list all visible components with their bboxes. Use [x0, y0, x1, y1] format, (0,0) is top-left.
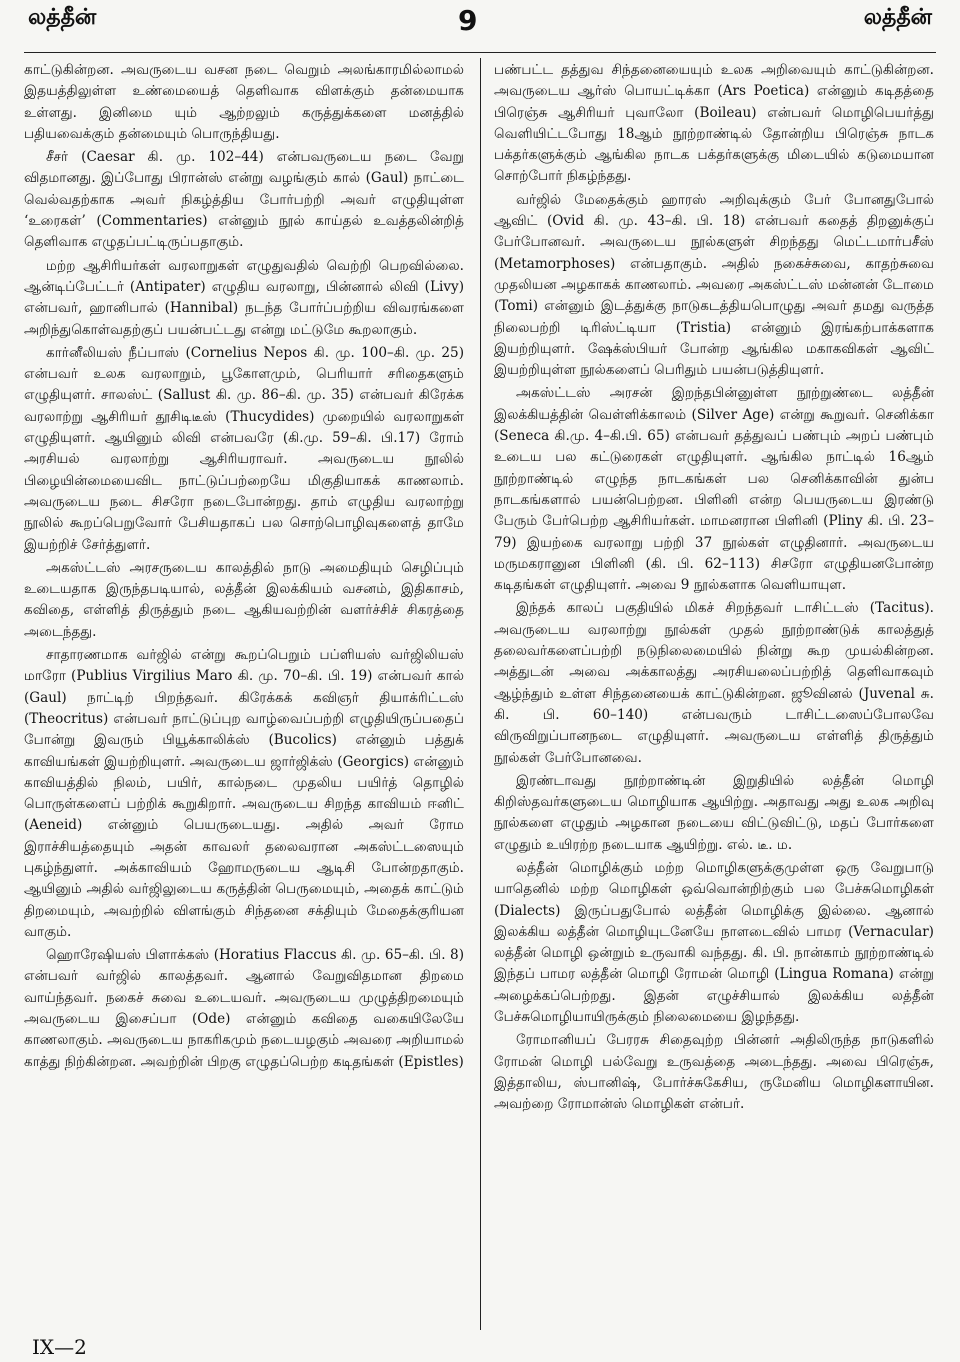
- page-number: 9: [458, 4, 478, 37]
- signature-mark: IX—2: [32, 1335, 87, 1359]
- paragraph: மற்ற ஆசிரியர்கள் வரலாறுகள் எழுதுவதில் வெற்றி பெறவில்லை. ஆன்டிப்பேட்டர் (Antipater) எழுதிய வரலாறு, பின்னால் லிவி (Livy) என்பவர், ஹானிபால் (Hannibal) நடந்த போர்ப்பற்றிய விவரங்களை அறிந்துகொள்வதற்குப் பயன்பட்டது என்று மட்டுமே கூறலாகும்.: [24, 257, 464, 338]
- paragraph: வர்ஜில் மேதைக்கும் ஹாரஸ் அறிவுக்கும் பேர் போனதுபோல் ஆவிட் (Ovid கி. மு. 43–கி. பி. 18) என்பவர் கதைத் திறனுக்குப் பேர்போனவர். அவருடைய நூல்களுள் சிறந்தது மெட்டமார்பசீஸ் (Metamorphoses) என்பதாகும். அதில் நகைச்சுவை, காதற்சுவை முதலியன அழகாகக் காணலாம். அவரை அகஸ்ட்டஸ் மன்னன் டோமை (Tomi) என்னும் இடத்துக்கு நாடுகடத்தியபொழுது அவர் தமது வருத்த நிலைபற்றி டிரிஸ்ட்டியா (Tristia) என்னும் இரங்கற்பாக்களாக இயற்றியுளர். ஷேக்ஸ்பியர் போன்ற ஆங்கில மகாகவிகள் ஆவிட் இயற்றியுள்ள நூல்களைப் பெரிதும் பயன்படுத்தியுளர்.: [494, 191, 934, 379]
- paragraph: அகஸ்ட்டஸ் அரசருடைய காலத்தில் நாடு அமைதியும் செழிப்பும் உடையதாக இருந்தபடியால், லத்தீன் இலக்கியம் வசனம், இதிகாசம், கவிதை, எள்ளித் திருத்தும் நடை ஆகியவற்றின் வளர்ச்சிச் சிகரத்தை அடைந்தது.: [24, 559, 464, 640]
- paragraph: காட்டுகின்றன. அவருடைய வசன நடை வெறும் அலங்காரமில்லாமல் இதயத்திலுள்ள உண்மையைத் தெளிவாக விளக்கும் தன்மையாக உள்ளது. இனிமை யும் ஆற்றலும் கருத்துக்களை மனத்தில் பதியவைக்கும் தன்மையும் பொருந்தியது.: [24, 62, 464, 142]
- page-header: [0, 4, 960, 48]
- header-rule: [24, 52, 936, 53]
- paragraph: சாதாரணமாக வர்ஜில் என்று கூறப்பெறும் பப்ளியஸ் வர்ஜிலியஸ் மாரோ (Publius Virgilius Maro கி. மு. 70–கி. பி. 19) என்பவர் கால் (Gaul) நாட்டிற் பிறந்தவர். கிரேக்கக் கவிஞர் தியாக்ரிட்டஸ் (Theocritus) என்பவர் நாட்டுப்புற வாழ்வைப்பற்றி எழுதியிருப்பதைப் போன்று இவரும் பியூக்காலிக்ஸ் (Bucolics) என்னும் பத்துக் காவியங்கள் இயற்றியுளர். அவருடைய ஜார்ஜிக்ஸ் (Georgics) என்னும் காவியத்தில் நிலம், பயிர், கால்நடை முதலிய பயிர்த் தொழில் பொருள்களைப் பற்றிக் கூறுகிறார். அவருடைய சிறந்த காவியம் ஈனிட் (Aeneid) என்னும் பெயருடையது. அதில் அவர் ரோம இராச்சியத்தையும் அதன் காவலர் தலைவரான அகஸ்ட்டஸையும் புகழ்ந்துளர். அக்காவியம் ஹோமருடைய ஆடிசி போன்றதாகும். ஆயினும் அதில் வர்ஜிலுடைய கருத்தின் பெருமையும், அதைக் காட்டும் திறமையும், அவற்றில் விளங்கும் சிந்தனை சக்தியும் மேதைக்குரியன வாகும்.: [24, 647, 464, 940]
- paragraph: ஹொரேஷியஸ் பிளாக்கஸ் (Horatius Flaccus கி. மு. 65–கி. பி. 8) என்பவர் வர்ஜில் காலத்தவர். ஆனால் வேறுவிதமான திறமை வாய்ந்தவர். நகைச் சுவை உடையவர். அவருடைய முழுத்திறமையும் அவருடைய இசைப்பா (Ode) என்னும் கவிதை வகையிலேயே காணலாகும். அவருடைய நாகரிகமும் நடையழகும் அவரை அறியாமல் காத்து நிற்கின்றன. அவற்றின் பிறகு எழுதப்பெற்ற கடிதங்கள் (Epistles): [24, 947, 464, 1070]
- right-column: [494, 60, 934, 1118]
- running-title-left: லத்தீன்: [28, 4, 97, 30]
- column-divider: [480, 58, 481, 1330]
- paragraph: ரோமானியப் பேரரசு சிதைவுற்ற பின்னர் அதிலிருந்த நாடுகளில் ரோமன் மொழி பல்வேறு உருவத்தை அடைந்தது. அவை பிரெஞ்சு, இத்தாலிய, ஸ்பானிஷ், போர்ச்சுகேசிய, ருமேனிய மொழிகளாயின. அவற்றை ரோமான்ஸ் மொழிகள் என்பர்.: [494, 1032, 934, 1113]
- paragraph: அகஸ்ட்டஸ் அரசன் இறந்தபின்னுள்ள நூற்றுண்டை லத்தீன் இலக்கியத்தின் வெள்ளிக்காலம் (Silver Age) என்று கூறுவர். செனிக்கா (Seneca கி.மு. 4–கி.பி. 65) என்பவர் தத்துவப் பண்பும் அறப் பண்பும் உடைய பல கட்டுரைகள் எழுதியுளர். ஆங்கில நாட்டில் 16ஆம் நூற்றாண்டில் எழுந்த நாடகங்கள் பல செனிக்காவின் துன்ப நாடகங்களால் பயன்பெற்றன. பிளினி என்ற பெயருடைய இரண்டு பேரும் பேர்பெற்ற ஆசிரியர்கள். மாமனரான பிளினி (Pliny கி. பி. 23–79) இயற்கை வரலாறு பற்றி 37 நூல்கள் எழுதினார். அவருடைய மருமகரானுன பிளினி (கி. பி. 62–113) சிசரோ எழுதியனபோன்ற கடிதங்கள் எழுதியுளர். அவை 9 நூல்களாக வெளியாயுள.: [494, 385, 934, 594]
- paragraph: இந்தக் காலப் பகுதியில் மிகச் சிறந்தவர் டாசிட்டஸ் (Tacitus). அவருடைய வரலாற்று நூல்கள் முதல் நூற்றாண்டுக் காலத்துத் தலைவர்களைப்பற்றி நடுநிலைமையில் நின்று கூற முயல்கின்றன. அத்துடன் அவை அக்காலத்து அரசியலைப்பற்றித் தெளிவாகவும் ஆழ்ந்தும் உள்ள சிந்தனையைக் காட்டுகின்றன. ஜூவினல் (Juvenal சு. கி. பி. 60–140) என்பவரும் டாசிட்டஸைப்போலவே விருவிறுப்பானநடை எழுதியுளர். அவருடைய எள்ளித் திருத்தும் நூல்கள் பேர்போனவை.: [494, 600, 934, 766]
- running-title-right: லத்தீன்: [863, 4, 932, 30]
- paragraph: சீசர் (Caesar கி. மு. 102–44) என்பவருடைய நடை வேறு விதமானது. இப்போது பிரான்ஸ் என்று வழங்கும் கால் (Gaul) நாட்டை வெல்வதற்காக அவர் நிகழ்த்திய போர்பற்றி அவர் எழுதியுள்ள ‘உரைகள்’ (Commentaries) என்னும் நூல் காய்தல் உவத்தலின்றித் தெளிவாக எழுதப்பட்டிருப்பதாகும்.: [24, 149, 464, 251]
- paragraph: கார்னீலியஸ் நீப்பாஸ் (Cornelius Nepos கி. மு. 100–கி. மு. 25) என்பவர் உலக வரலாறும், பூகோளமும், பெரியார் சரிதைகளும் எழுதியுளர். சாலஸ்ட் (Sallust கி. மு. 86–கி. மு. 35) என்பவர் கிரேக்க வரலாற்று ஆசிரியர் தூசிடிடீஸ் (Thucydides) முறையில் வரலாறுகள் எழுதியுளர். ஆயினும் லிவி என்பவரே (கி.மு. 59–கி. பி.17) ரோம் அரசியல் வரலாற்று ஆசிரியராவர். அவருடைய நூலில் பிழையின்மையைவிட நாட்டுப்பற்றையே மிகுதியாகக் காணலாம். அவருடைய நடை சிசரோ நடைபோன்றது. தாம் எழுதிய வரலாற்று நூலில் கூறப்பெறுவோர் பேசியதாகப் பல சொற்பொழிவுகளைத் தாமே இயற்றிச் சேர்த்துளர்.: [24, 344, 464, 553]
- left-column: [24, 60, 464, 1075]
- paragraph: பண்பட்ட தத்துவ சிந்தனையையும் உலக அறிவையும் காட்டுகின்றன. அவருடைய ஆர்ஸ் பொயட்டிக்கா (Ars Poetica) என்னும் கடிதத்தை பிரெஞ்சு ஆசிரியர் புவாலோ (Boileau) என்பவர் மொழிபெயர்த்து வெளியிட்டபோது 18ஆம் நூற்றாண்டில் தோன்றிய பிரெஞ்சு நாடக பக்தர்களுக்கும் ஆங்கில நாடக பக்தர்களுக்கு மிடையில் கடுமையான சொற்போர் நிகழ்ந்தது.: [494, 62, 934, 185]
- paragraph: லத்தீன் மொழிக்கும் மற்ற மொழிகளுக்குமுள்ள ஒரு வேறுபாடு யாதெனில் மற்ற மொழிகள் ஒவ்வொன்றிற்கும் பல பேச்சுமொழிகள் (Dialects) இருப்பதுபோல் லத்தீன் மொழிக்கு இல்லை. ஆனால் இலக்கிய லத்தீன் மொழியுடனேயே நாளடைவில் பாமர (Vernacular) லத்தீன் மொழி ஒன்றும் உருவாகி வந்தது. கி. பி. நான்காம் நூற்றாண்டில் இந்தப் பாமர லத்தீன் மொழி ரோமன் மொழி (Lingua Romana) என்று அழைக்கப்பெற்றது. இதன் எழுச்சியால் இலக்கிய லத்தீன் பேச்சுமொழியாயிருக்கும் நிலைமையை இழந்தது.: [494, 859, 934, 1026]
- paragraph: இரண்டாவது நூற்றாண்டின் இறுதியில் லத்தீன் மொழி கிறிஸ்தவர்களுடைய மொழியாக ஆயிற்று. அதாவது அது உலக அறிவு நூல்களை எழுதும் அழகான நடையை விட்டுவிட்டு, மதப் போர்களை எழுதும் உயிரற்ற நடையாக ஆயிற்று. எல். டீ. ம.: [494, 772, 934, 853]
